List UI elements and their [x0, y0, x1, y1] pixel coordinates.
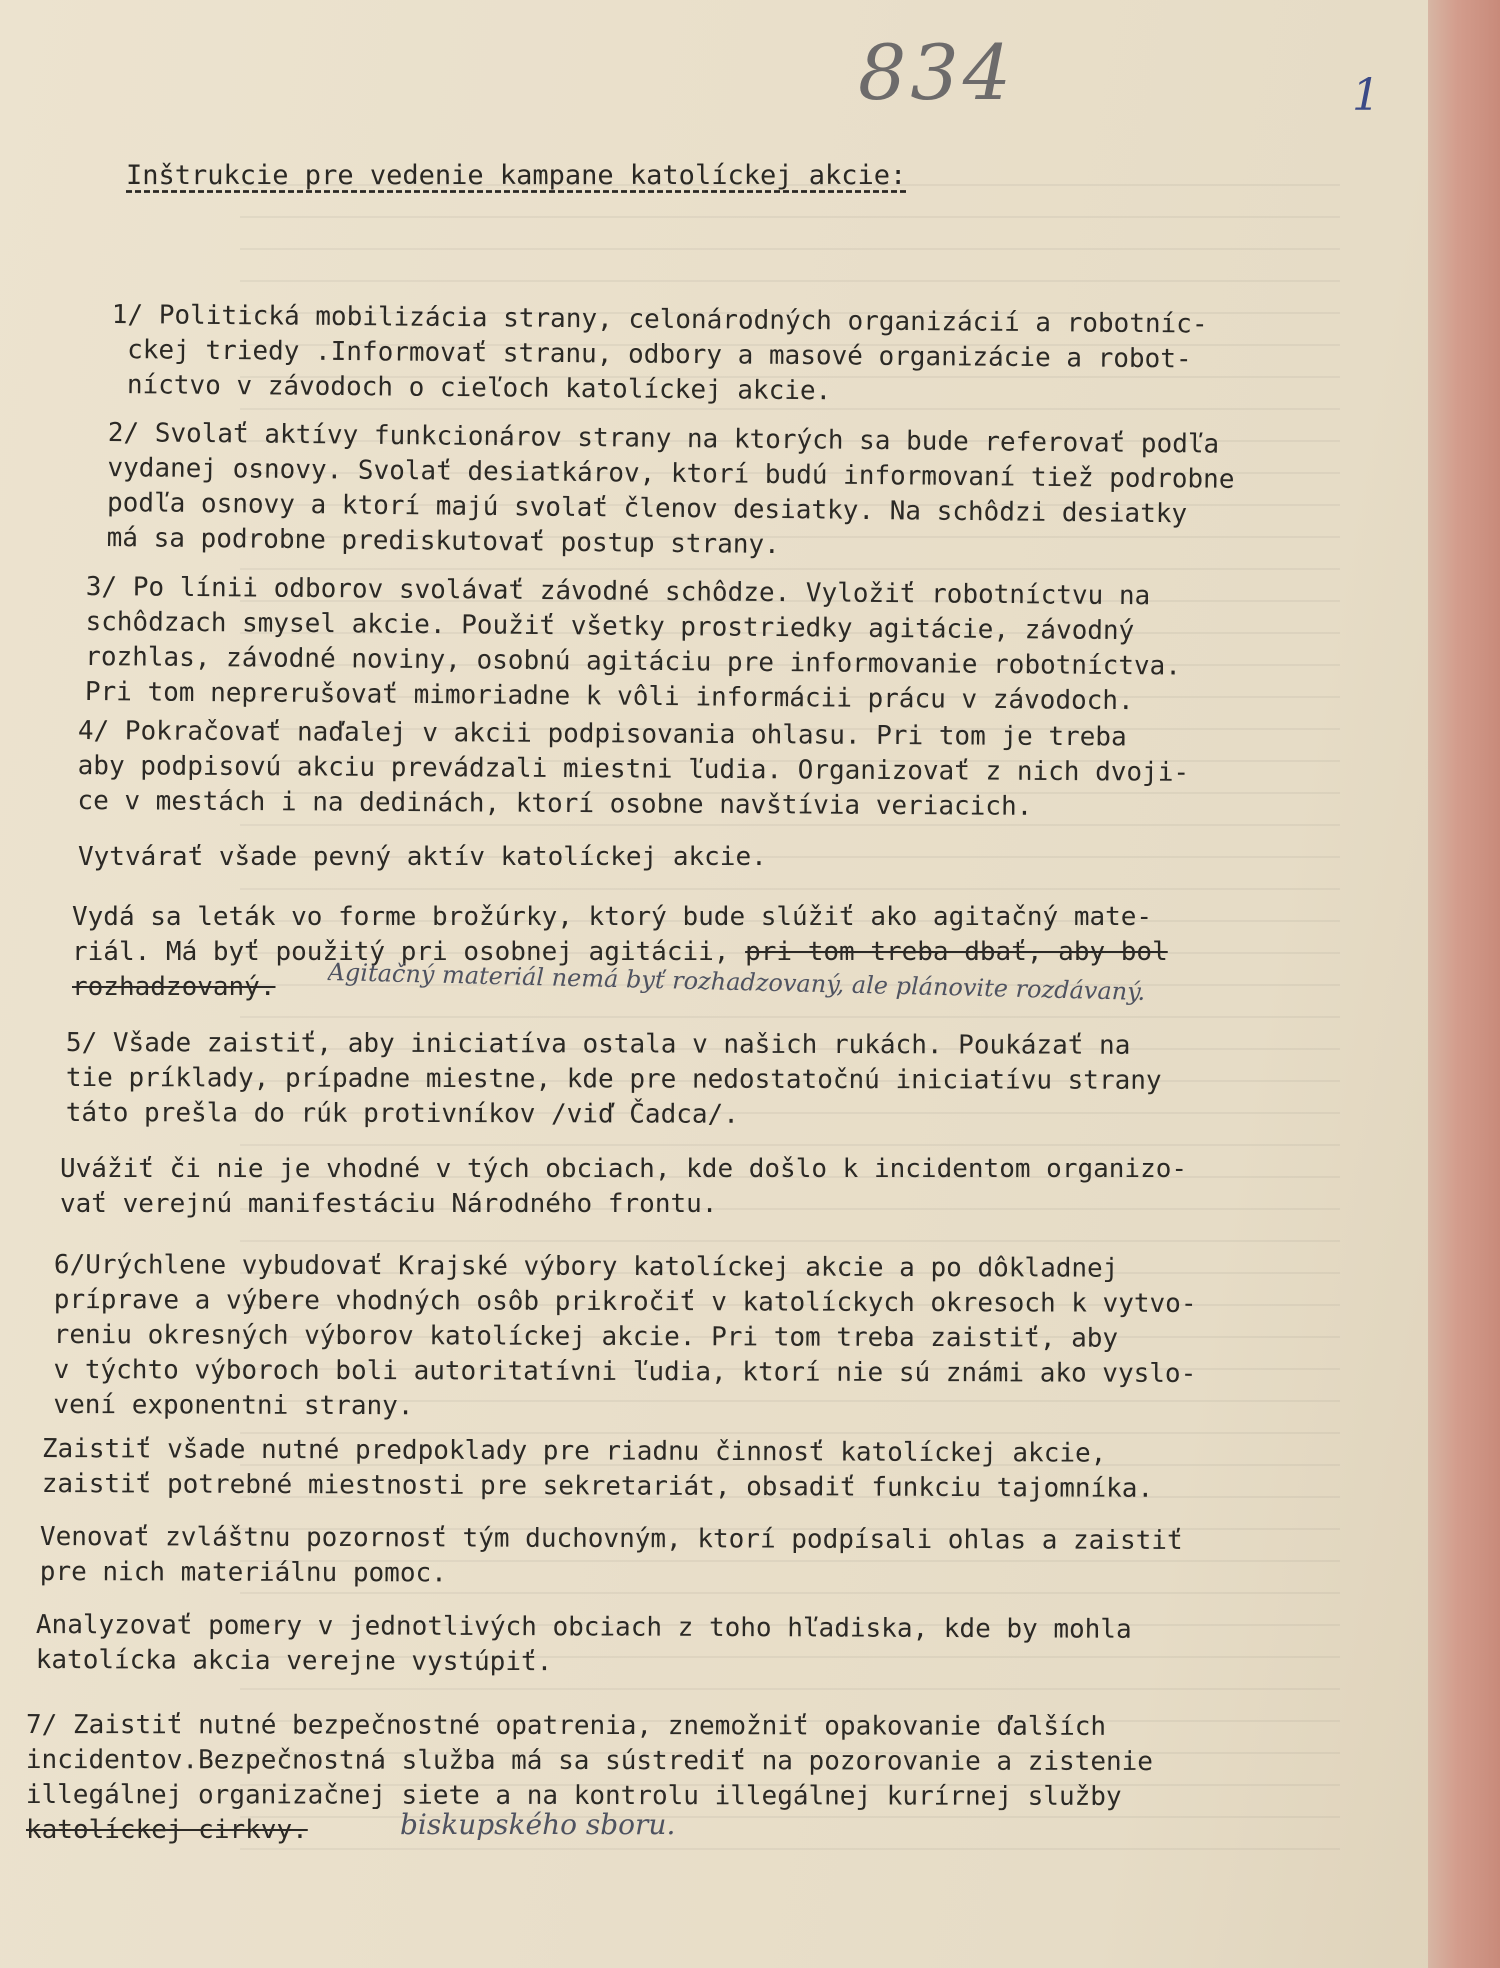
paragraph-2: 2/ Svolať aktívy funkcionárov strany na ktorých sa bude referovať podľa vydanej osnovy. Svolať desiatkárov, ktorí budú informovaní tiež podrobne podľa osnovy a ktorí majú svolať členov desiatky. Na schôdzi desiatky má sa podrobne prediskutovať postup strany.	[106, 417, 1235, 561]
page-marker: 1	[1352, 70, 1380, 121]
document-title: Inštrukcie pre vedenie kampane katolíckej akcie:	[126, 160, 907, 191]
leaflet-struck-text: pri tom treba dbať, aby bol	[745, 937, 1168, 967]
paragraph-1: 1/ Politická mobilizácia strany, celonárodných organizácií a robotníc- ckej triedy .Informovať stranu, odbory a masové organizácie a robot- níctvo v závodoch o cieľoch katolíckej akcie.	[111, 299, 1208, 407]
paragraph-5b: Uvážiť či nie je vhodné v tých obciach, kde došlo k incidentom organizo- vať verejnú manifestáciu Národného frontu.	[60, 1154, 1188, 1219]
paragraph-6d: Analyzovať pomery v jednotlivých obciach z toho hľadiska, kde by mohla katolícka akcia verejne vystúpiť.	[35, 1610, 1132, 1678]
paragraph-7: 7/ Zaistiť nutné bezpečnostné opatrenia, znemožniť opakovanie ďalších incidentov.Bezpečnostná služba má sa sústrediť na pozorovanie a zistenie illegálnej organizačnej siete a na kontrolu illegálnej kurírnej služby	[25, 1710, 1153, 1812]
folio-number: 834	[858, 28, 1016, 117]
folder-edge	[1428, 0, 1500, 1968]
paragraph-6c: Venovať zvláštnu pozornosť tým duchovným, ktorí podpísali ohlas a zaistiť pre nich materiálnu pomoc.	[39, 1522, 1183, 1589]
leaflet-text: Vydá sa leták vo forme brožúrky, ktorý bude slúžiť ako agitačný mate- riál. Má byť použitý pri osobnej agitácii,	[72, 902, 1153, 967]
paragraph-6: 6/Urýchlene vybudovať Krajské výbory katolíckej akcie a po dôkladnej príprave a výbere vhodných osôb prikročiť v katolíckych okresoch k vytvo- reniu okresných výborov katolíckej akcie. Pri tom treba zaistiť, aby v týchto výboroch boli autoritatívni ľudia, ktorí nie sú známi ako vyslo- vení exponentni strany.	[53, 1250, 1197, 1422]
paragraph-7-struck-text: katolíckej cirkvy.	[26, 1815, 308, 1845]
handwritten-note-leaflet: Agitačný materiál nemá byť rozhadzovaný, ale plánovite rozdávaný.	[327, 958, 1146, 1006]
paragraph-4b: Vytvárať všade pevný aktív katolíckej akcie.	[78, 842, 767, 872]
paragraph-5: 5/ Všade zaistiť, aby iniciatíva ostala v našich rukách. Poukázať na tie príklady, prípadne miestne, kde pre nedostatočnú iniciatívu strany táto prešla do rúk protivníkov /viď Čadca/.	[65, 1028, 1162, 1130]
paragraph-4: 4/ Pokračovať naďalej v akcii podpisovania ohlasu. Pri tom je treba aby podpisovú akciu prevádzali miestni ľudia. Organizovať z nich dvoji- ce v mestách i na dedinách, ktorí osobne navštívia veriacich.	[77, 715, 1190, 822]
paragraph-3: 3/ Po línii odborov svolávať závodné schôdze. Vyložiť robotníctvu na schôdzach smysel akcie. Použiť všetky prostriedky agitácie, závodný rozhlas, závodné noviny, osobnú agitáciu pre informovanie robotníctva. Pri tom neprerušovať mimoriadne k vôli informácii prácu v závodoch.	[84, 571, 1182, 717]
handwritten-note-bishops: biskupského sboru.	[400, 1808, 676, 1841]
paragraph-6b: Zaistiť všade nutné predpoklady pre riadnu činnosť katolíckej akcie, zaistiť potrebné miestnosti pre sekretariát, obsadiť funkciu tajomníka.	[41, 1434, 1154, 1504]
leaflet-struck-text-2: rozhadzovaný.	[72, 972, 276, 1002]
